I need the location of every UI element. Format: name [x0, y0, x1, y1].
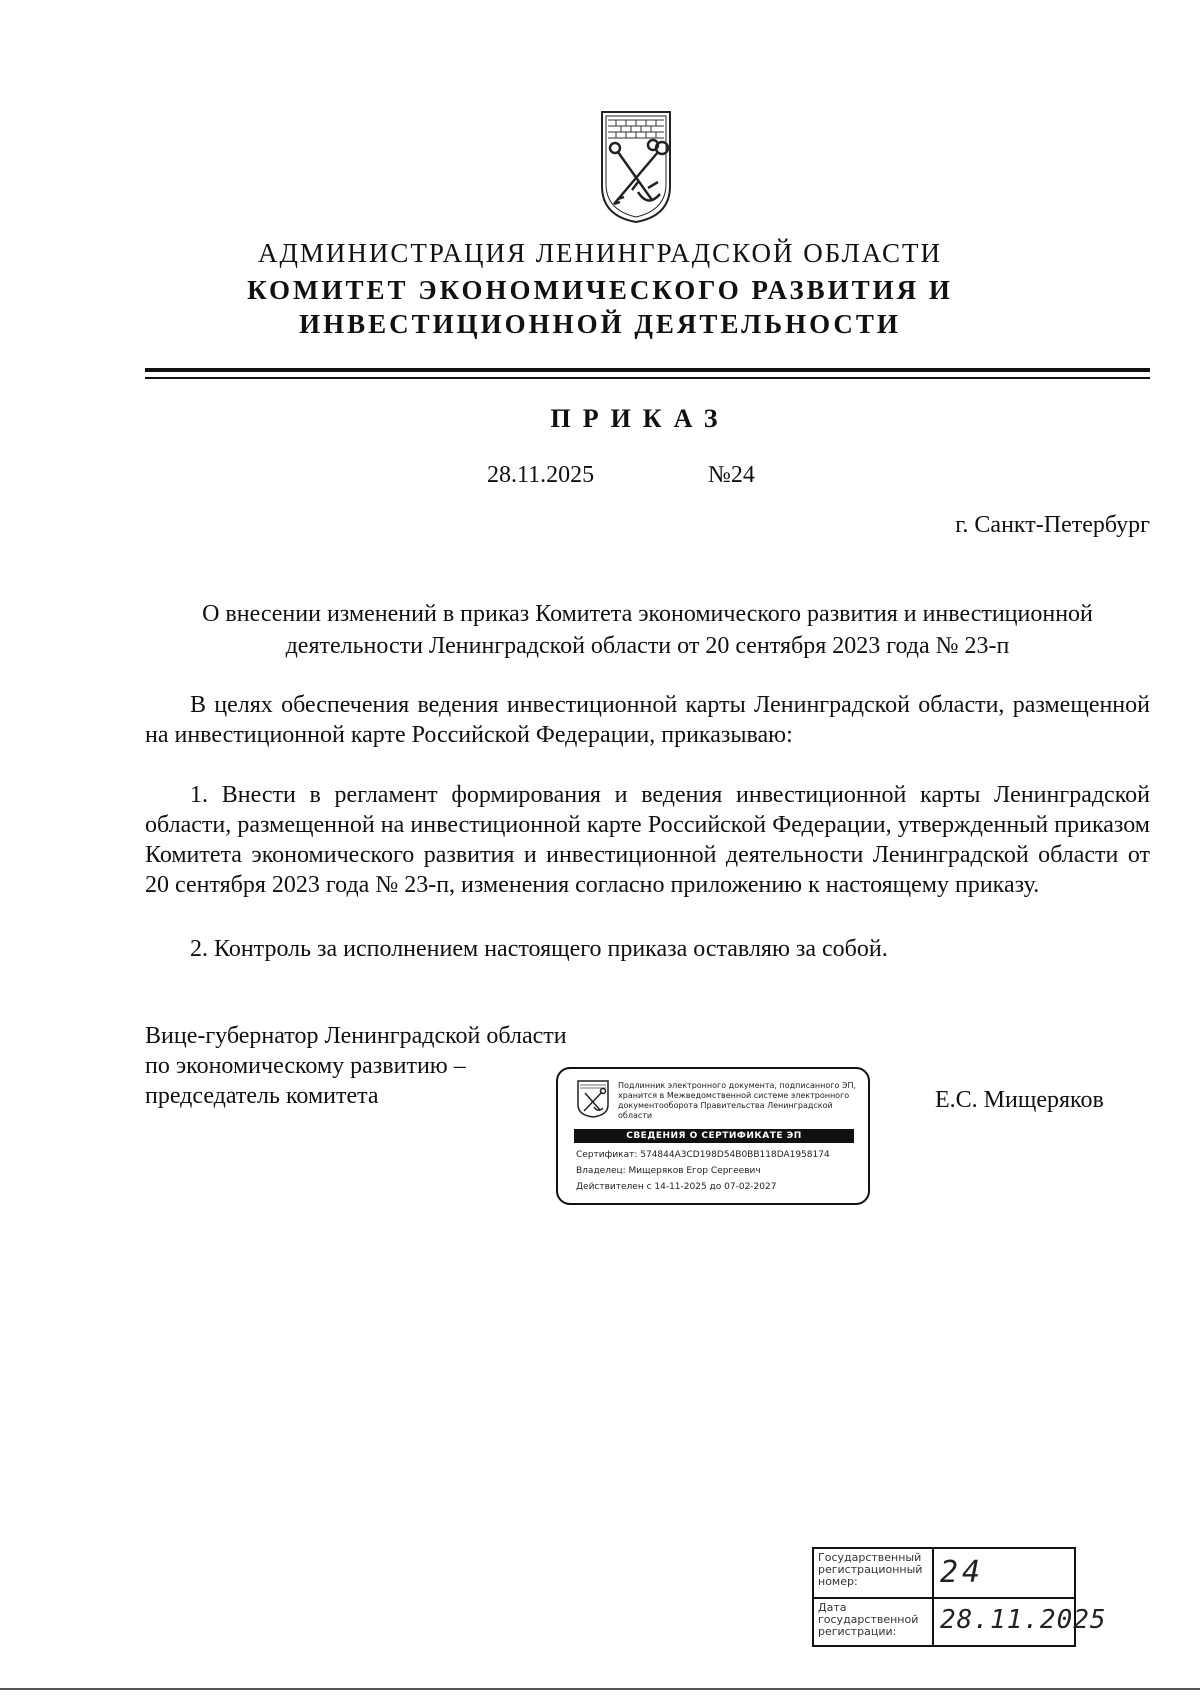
registration-number-label: Государственный регистрационный номер: [818, 1551, 923, 1588]
registration-number-row [814, 1549, 1074, 1599]
order-subject [145, 598, 1150, 662]
registration-number-value: 24 [940, 1555, 985, 1590]
coat-of-arms-icon [596, 108, 676, 226]
registration-date-value: 28.11.2025 [940, 1605, 1107, 1635]
stamp-owner: Владелец: Мищеряков Егор Сергеевич [576, 1166, 761, 1176]
electronic-signature-stamp [556, 1067, 870, 1205]
intro-paragraph: В целях обеспечения ведения инвестиционной карты Ленинградской области, размещенной на инвестиционной карте Российской Федерации, приказываю: [145, 692, 1150, 748]
order-date: 28.11.2025 [487, 462, 595, 488]
signer-position-line2: по экономическому развитию – [145, 1053, 466, 1079]
registration-date-label: Дата государственной регистрации: [818, 1601, 919, 1638]
stamp-validity: Действителен с 14-11-2025 до 07-02-2027 [576, 1182, 777, 1192]
scan-edge-line [0, 1688, 1200, 1690]
order-item-1: 1. Внести в регламент формирования и ведения инвестиционной карты Ленинградской области, размещенной на инвестиционной карте Российской Федерации, утвержденный приказом Комитета экономического развития и инвестиционной деятельности Ленинградской области от 20 сентября 2023 года № 23-п, изменения согласно приложению к настоящему приказу. [145, 782, 1150, 898]
org-name-line2: КОМИТЕТ ЭКОНОМИЧЕСКОГО РАЗВИТИЯ И [247, 275, 953, 305]
org-name-line1: АДМИНИСТРАЦИЯ ЛЕНИНГРАДСКОЙ ОБЛАСТИ [257, 238, 942, 268]
stamp-note: Подлинник электронного документа, подписанного ЭП, хранится в Межведомственной системе электронного документооборота Правительства Ленинградской области [618, 1081, 857, 1120]
order-number: №24 [708, 462, 755, 488]
subject-line1: О внесении изменений в приказ Комитета экономического развития и инвестиционной [202, 601, 1093, 627]
signer-name: Е.С. Мищеряков [935, 1087, 1104, 1113]
document-type-title: ПРИКАЗ [550, 404, 730, 433]
header-rule-thin [145, 377, 1150, 379]
stamp-emblem-icon [576, 1079, 610, 1119]
registration-date-row [814, 1599, 1107, 1647]
stamp-certificate: Сертификат: 574844A3CD198D54B0BB118DA1958174 [576, 1150, 830, 1160]
committee-name [0, 273, 1200, 341]
header-rule-thick [145, 368, 1150, 372]
signer-position [145, 1021, 567, 1111]
signer-position-line1: Вице-губернатор Ленинградской области [145, 1023, 567, 1049]
order-city: г. Санкт-Петербург [955, 512, 1150, 538]
signer-position-line3: председатель комитета [145, 1083, 379, 1109]
subject-line2: деятельности Ленинградской области от 20 сентября 2023 года № 23-п [285, 633, 1010, 659]
stamp-title: СВЕДЕНИЯ О СЕРТИФИКАТЕ ЭП [574, 1129, 854, 1143]
registration-box [812, 1547, 1107, 1647]
org-name-line3: ИНВЕСТИЦИОННОЙ ДЕЯТЕЛЬНОСТИ [299, 309, 901, 339]
order-item-2: 2. Контроль за исполнением настоящего приказа оставляю за собой. [190, 936, 888, 962]
